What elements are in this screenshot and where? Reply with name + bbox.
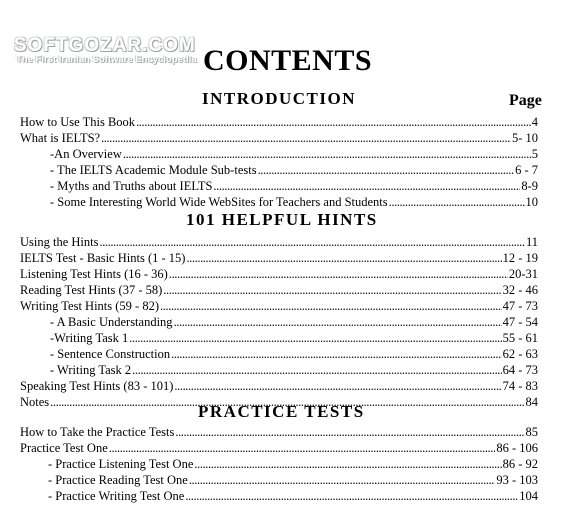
toc-entry-page: 86 - 106: [496, 441, 538, 455]
toc-entry-page: 85: [525, 425, 538, 439]
toc-entry-title: How to Use This Book: [20, 115, 136, 129]
page-title: CONTENTS: [203, 44, 373, 77]
section-heading-hints: 101 HELPFUL HINTS: [186, 210, 378, 229]
dot-leader: [175, 424, 524, 440]
dot-leader: [174, 378, 501, 394]
toc-entry-title: - Practice Writing Test One: [48, 489, 185, 503]
toc-entry-title: What is IELTS?: [20, 131, 101, 145]
toc-entry-title: -Writing Task 1: [50, 331, 129, 345]
toc-entry-title: - Sentence Construction: [50, 347, 171, 361]
toc-entry-title: Notes: [20, 395, 50, 409]
toc-entry-title: - Practice Listening Test One: [48, 457, 194, 471]
toc-entry-title: -An Overview: [50, 147, 122, 161]
toc-entry-page: 84: [525, 395, 538, 409]
dot-leader: [169, 266, 508, 282]
toc-entry-title: - A Basic Understanding: [50, 315, 173, 329]
toc-entry-page: 47 - 54: [502, 315, 538, 329]
toc-entry[interactable]: [50, 162, 538, 178]
toc-entry-title: Writing Test Hints (59 - 82): [20, 299, 160, 313]
toc-entry-page: 55 - 61: [502, 331, 538, 345]
toc-entry[interactable]: [48, 488, 538, 504]
watermark-title: SOFTGOZAR.COM: [14, 35, 196, 56]
toc-entry-page: 64 - 73: [502, 363, 538, 377]
toc-entry[interactable]: [20, 114, 538, 130]
toc-entry-page: 20-31: [508, 267, 538, 281]
toc-entry-page: 93 - 103: [496, 473, 538, 487]
dot-leader: [99, 234, 524, 250]
toc-entry[interactable]: [20, 250, 538, 266]
dot-leader: [186, 250, 501, 266]
dot-leader: [136, 114, 531, 130]
toc-entry-title: How to Take the Practice Tests: [20, 425, 175, 439]
toc-entry-title: Using the Hints: [20, 235, 99, 249]
toc-entry-page: 47 - 73: [502, 299, 538, 313]
dot-leader: [189, 472, 496, 488]
toc-entry-page: 5- 10: [511, 131, 538, 145]
toc-entry[interactable]: [20, 378, 538, 394]
toc-entry-title: IELTS Test - Basic Hints (1 - 15): [20, 251, 186, 265]
toc-entry-page: 62 - 63: [502, 347, 538, 361]
toc-entry-title: - The IELTS Academic Module Sub-tests: [50, 163, 257, 177]
toc-entry-page: 10: [525, 195, 538, 209]
toc-entry-title: - Some Interesting World Wide WebSites for Teachers and Students: [50, 195, 388, 209]
toc-entry[interactable]: [20, 234, 538, 250]
toc-entry[interactable]: [20, 424, 538, 440]
toc-entry-title: - Myths and Truths about IELTS: [50, 179, 213, 193]
toc-entry[interactable]: [20, 130, 538, 146]
toc-entry-page: 6 - 7: [515, 163, 538, 177]
toc-entry[interactable]: [50, 314, 538, 330]
dot-leader: [163, 282, 501, 298]
toc-entry-title: - Writing Task 2: [50, 363, 132, 377]
toc-entry-page: 104: [519, 489, 538, 503]
watermark-subtitle: The First Iranian Software Encyclopedia: [16, 54, 197, 65]
dot-leader: [101, 130, 511, 146]
dot-leader: [194, 456, 501, 472]
toc-entry[interactable]: [50, 346, 538, 362]
toc-entry[interactable]: [48, 456, 538, 472]
dot-leader: [132, 362, 501, 378]
toc-entry-page: 32 - 46: [502, 283, 538, 297]
toc-entry[interactable]: [50, 330, 538, 346]
toc-entry-page: 4: [531, 115, 538, 129]
toc-entry[interactable]: [20, 440, 538, 456]
toc-entry-title: Speaking Test Hints (83 - 101): [20, 379, 174, 393]
toc-entry-page: 74 - 83: [502, 379, 538, 393]
toc-entry[interactable]: [50, 194, 538, 210]
toc-entry[interactable]: [48, 472, 538, 488]
dot-leader: [213, 178, 520, 194]
toc-entry-page: 8-9: [521, 179, 538, 193]
toc-entry-title: Listening Test Hints (16 - 36): [20, 267, 168, 281]
section-heading-practice-tests: PRACTICE TESTS: [198, 402, 365, 421]
toc-entry[interactable]: [50, 362, 538, 378]
dot-leader: [258, 162, 515, 178]
dot-leader: [171, 346, 501, 362]
toc-entry-title: Practice Test One: [20, 441, 108, 455]
toc-entry[interactable]: [50, 178, 538, 194]
dot-leader: [389, 194, 525, 210]
page-column-header: Page: [509, 92, 542, 109]
dot-leader: [129, 330, 501, 346]
dot-leader: [123, 146, 531, 162]
dot-leader: [160, 298, 502, 314]
section-heading-introduction: INTRODUCTION: [202, 89, 357, 108]
toc-entry-title: Reading Test Hints (37 - 58): [20, 283, 163, 297]
toc-entry-page: 86 - 92: [502, 457, 538, 471]
dot-leader: [174, 314, 502, 330]
toc-entry[interactable]: [20, 266, 538, 282]
toc-entry-page: 12 - 19: [502, 251, 538, 265]
toc-entry[interactable]: [20, 282, 538, 298]
toc-entry[interactable]: [20, 298, 538, 314]
dot-leader: [185, 488, 518, 504]
toc-entry[interactable]: [50, 146, 538, 162]
toc-entry-title: - Practice Reading Test One: [48, 473, 188, 487]
toc-entry-page: 11: [525, 235, 538, 249]
dot-leader: [109, 440, 496, 456]
toc-entry-page: 5: [531, 147, 538, 161]
